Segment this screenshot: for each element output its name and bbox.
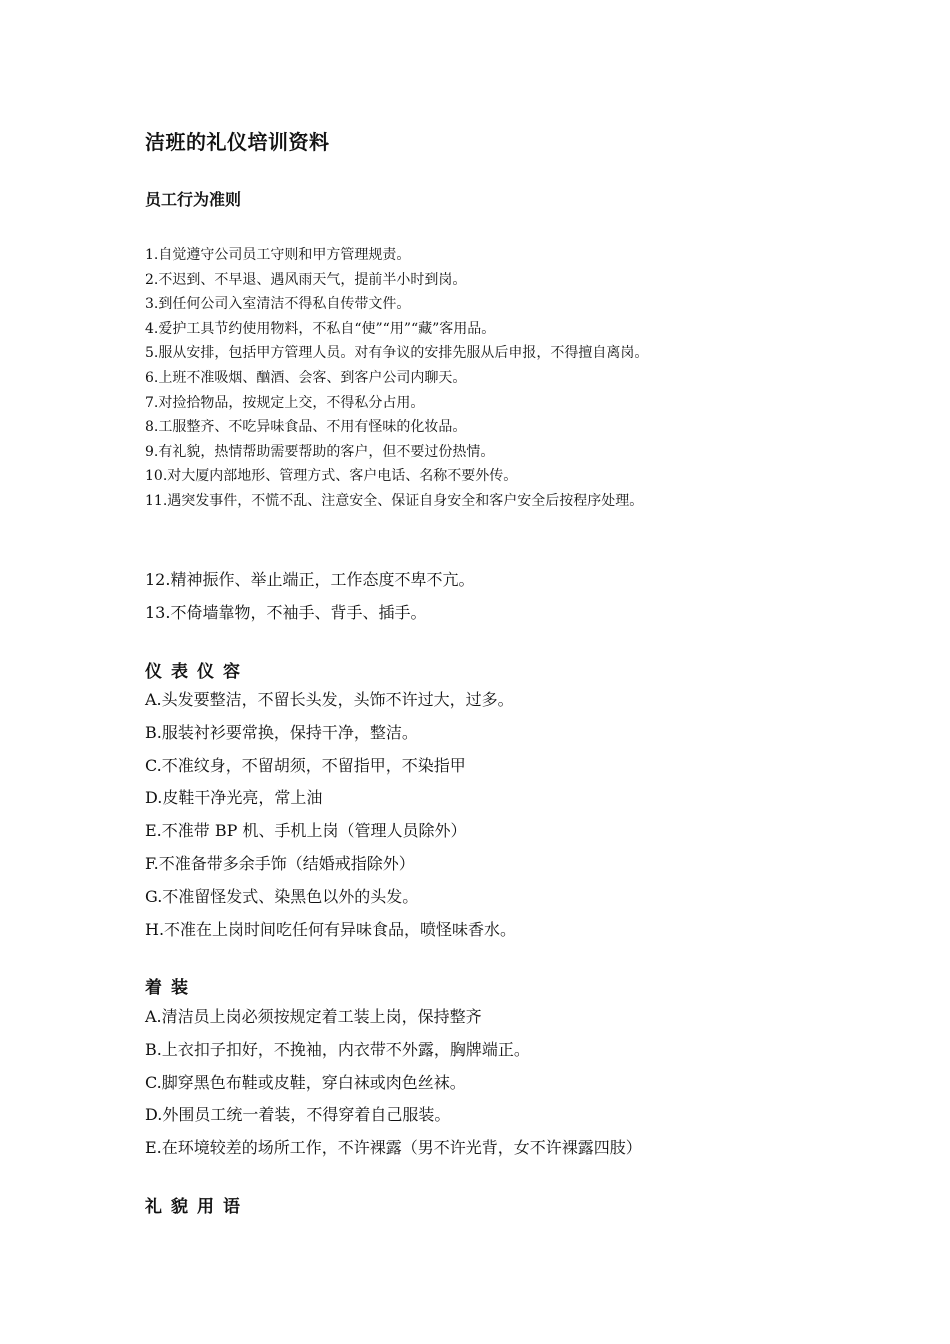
list-item: 12.精神振作、举止端正，工作态度不卑不亢。 — [145, 570, 475, 589]
list-item: 13.不倚墙靠物，不袖手、背手、插手。 — [145, 602, 427, 622]
list-item: 5.服从安排，包括甲方管理人员。对有争议的安排先服从后申报，不得擅自离岗。 — [145, 345, 649, 362]
list-item: H.不准在上岗时间吃任何有异味食品，喷怪味香水。 — [145, 919, 517, 939]
list-item: F.不准备带多余手饰（结婚戒指除外） — [145, 853, 415, 873]
list-item: C.不准纹身，不留胡须，不留指甲，不染指甲 — [145, 755, 466, 775]
extra-rules-list — [145, 564, 474, 630]
list-item: D.皮鞋干净光亮，常上油 — [145, 788, 323, 808]
list-item: 1.自觉遵守公司员工守则和甲方管理规责。 — [145, 247, 411, 263]
list-item: 8.工服整齐、不吃异味食品、不用有怪味的化妆品。 — [145, 419, 467, 436]
appearance-list — [145, 684, 516, 946]
list-item: 2.不迟到、不早退、遇风雨天气，提前半小时到岗。 — [145, 271, 467, 288]
list-item: 6.上班不准吸烟、酗酒、会客、到客户公司内聊天。 — [145, 369, 467, 386]
document-title: 洁班的礼仪培训资料 — [145, 130, 330, 154]
conduct-rules-list — [145, 243, 648, 514]
list-item: C.脚穿黑色布鞋或皮鞋，穿白袜或肉色丝袜。 — [145, 1072, 466, 1092]
list-item: 11.遇突发事件，不慌不乱、注意安全、保证自身安全和客户安全后按程序处理。 — [145, 492, 644, 509]
list-item: G.不准留怪发式、染黑色以外的头发。 — [145, 886, 419, 906]
list-item: 7.对捡拾物品，按规定上交，不得私分占用。 — [145, 394, 425, 411]
list-item: A.头发要整洁，不留长头发，头饰不许过大，过多。 — [145, 690, 514, 709]
list-item: 9.有礼貌，热情帮助需要帮助的客户，但不要过份热情。 — [145, 443, 495, 460]
list-item: E.不准带 BP 机、手机上岗（管理人员除外） — [145, 821, 467, 841]
list-item: B.上衣扣子扣好，不挽袖，内衣带不外露，胸牌端正。 — [145, 1039, 530, 1059]
courtesy-heading: 礼貌用语 — [145, 1197, 249, 1217]
list-item: B.服装衬衫要常换，保持干净，整洁。 — [145, 722, 418, 742]
list-item: D.外围员工统一着装，不得穿着自己服装。 — [145, 1105, 451, 1125]
appearance-heading: 仪表仪容 — [145, 662, 249, 682]
dress-heading: 着装 — [145, 978, 197, 998]
conduct-heading: 员工行为准则 — [145, 190, 242, 209]
dress-list — [145, 1001, 642, 1165]
list-item: E.在环境较差的场所工作，不许裸露（男不许光背，女不许裸露四肢） — [145, 1138, 642, 1158]
list-item: 3.到任何公司入室清洁不得私自传带文件。 — [145, 296, 411, 313]
list-item: 10.对大厦内部地形、管理方式、客户电话、名称不要外传。 — [145, 468, 518, 485]
list-item: A.清洁员上岗必须按规定着工装上岗，保持整齐 — [145, 1007, 482, 1026]
list-item: 4.爱护工具节约使用物料，不私自“使”“用”“藏”客用品。 — [145, 320, 496, 337]
